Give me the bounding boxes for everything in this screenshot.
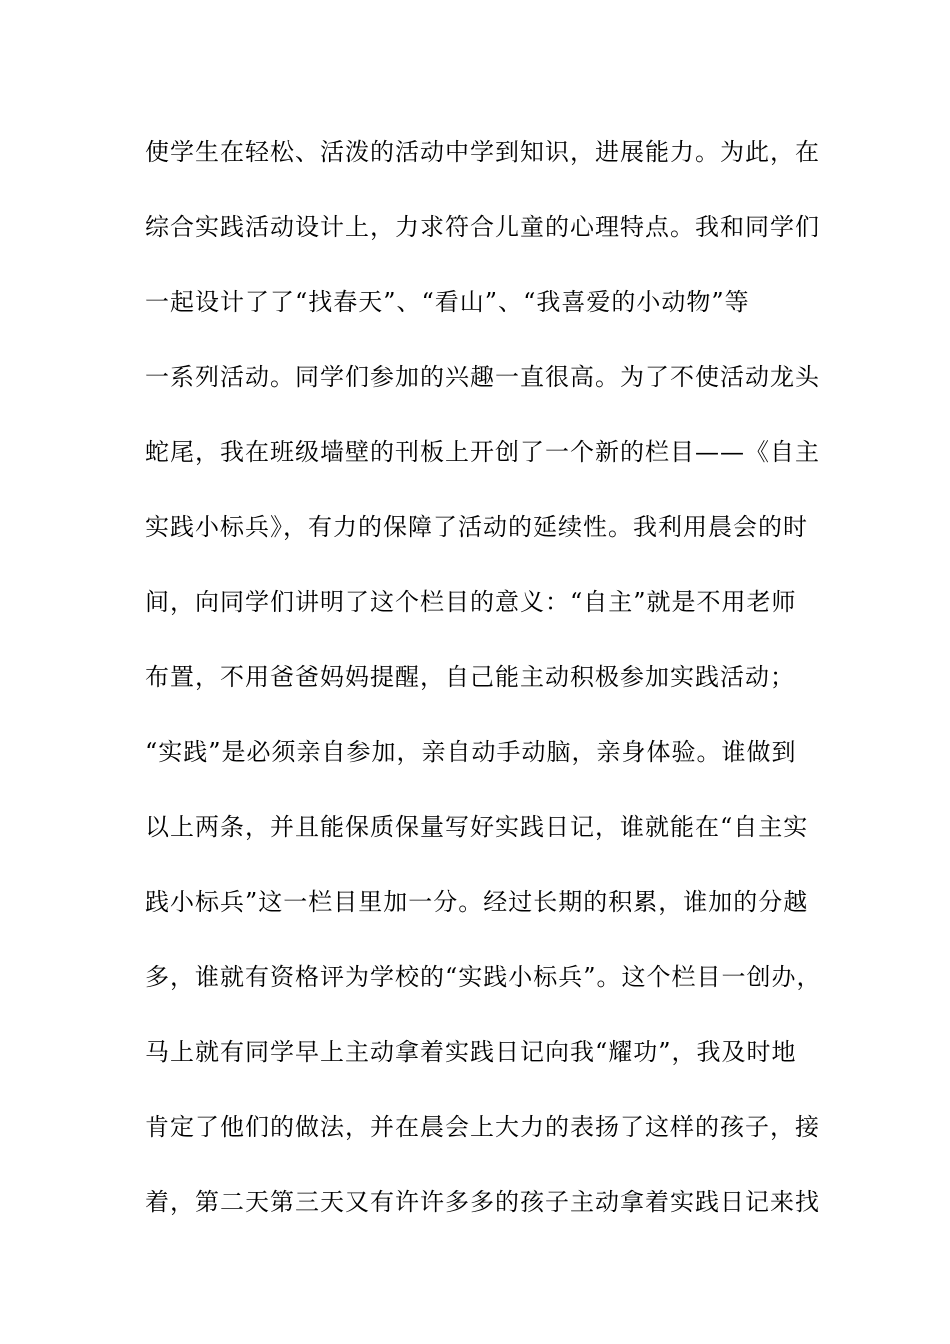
text-line: “实践”是必须亲自参加，亲自动手动脑，亲身体验。谁做到 <box>145 738 797 766</box>
text-line: 一起设计了了“找春天”、“看山”、“我喜爱的小动物”等 <box>145 288 750 316</box>
text-line: 践小标兵”这一栏目里加一分。经过长期的积累，谁加的分越 <box>145 888 809 916</box>
body-text <box>145 132 835 1257</box>
text-line: 蛇尾，我在班级墙壁的刊板上开创了一个新的栏目——《自主 <box>145 438 820 466</box>
text-line: 马上就有同学早上主动拿着实践日记向我“耀功”，我及时地 <box>145 1038 797 1066</box>
text-line: 以上两条，并且能保质保量写好实践日记，谁就能在“自主实 <box>145 813 809 841</box>
text-line: 布置，不用爸爸妈妈提醒，自己能主动积极参加实践活动； <box>145 663 795 691</box>
text-line: 间，向同学们讲明了这个栏目的意义：“自主”就是不用老师 <box>145 588 797 616</box>
text-line: 实践小标兵》，有力的保障了活动的延续性。我利用晨会的时 <box>145 513 808 541</box>
text-line: 多，谁就有资格评为学校的“实践小标兵”。这个栏目一创办， <box>145 963 822 991</box>
text-line: 着，第二天第三天又有许许多多的孩子主动拿着实践日记来找 <box>145 1188 820 1216</box>
text-line: 肯定了他们的做法，并在晨会上大力的表扬了这样的孩子，接 <box>145 1113 820 1141</box>
text-line: 综合实践活动设计上，力求符合儿童的心理特点。我和同学们 <box>145 213 820 241</box>
text-line: 使学生在轻松、活泼的活动中学到知识，进展能力。为此，在 <box>145 138 820 166</box>
text-line: 一系列活动。同学们参加的兴趣一直很高。为了不使活动龙头 <box>145 363 820 391</box>
